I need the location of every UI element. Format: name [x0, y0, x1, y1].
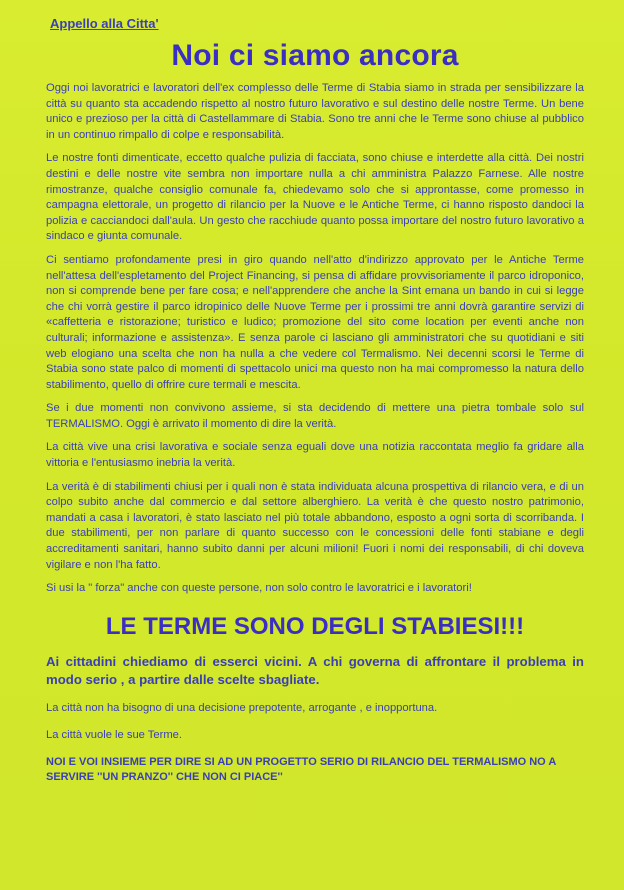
paragraph-intro: Oggi noi lavoratrici e lavoratori dell'ex complesso delle Terme di Stabia siamo in strada per sensibilizzare la città su quanto sta accadendo rispetto al nostro futuro lavorativo e sul destino delle nostre Terme. Un bene unico e prezioso per la città di Castellammare di Stabia. Sono tre anni che le Terme sono chiuse al pubblico in un continuo rimpallo di colpe e responsabilità.	[46, 82, 584, 141]
flyer-title: Noi ci siamo ancora	[171, 39, 459, 72]
statement-line-1: La città non ha bisogno di una decisione prepotente, arrogante , e inopportuna.	[46, 701, 438, 714]
paragraph-crisi: La città vive una crisi lavorativa e sociale senza eguali dove una notizia raccontata meglio fa gridare alla vittoria e l'entusiasmo inebria la verità.	[46, 441, 584, 470]
main-headline: LE TERME SONO DEGLI STABIESI!!!	[105, 612, 525, 640]
closing-statement: NOI E VOI INSIEME PER DIRE SI AD UN PROGETTO SERIO DI RILANCIO DEL TERMALISMO NO A SERVIRE ''UN PRANZO'' CHE NON CI PIACE''	[46, 755, 556, 783]
paragraph-fonti: Le nostre fonti dimenticate, eccetto qualche pulizia di facciata, sono chiuse e interdette alla città. Dei nostri destini e delle nostre vite sembra non importare nulla a chi amministra Palazzo Farnese. Alle nostre rimostranze, qualche consiglio comunale fa, chiedevamo solo che si approntasse, come promesso in campagna elettorale, un progetto di rilancio per la Nuove e le Antiche Terme, ci hanno risposto dandoci la polizia e cacciandoci dall'aula. Un gesto che racchiude quanto possa importare del nostro futuro lavorativo a sindaco e giunta comunale.	[46, 152, 584, 243]
paragraph-termalismo: Se i due momenti non convivono assieme, si sta decidendo di mettere una pietra tombale solo sul TERMALISMO. Oggi è arrivato il momento di dire la verità.	[46, 402, 584, 430]
paragraph-presi-in-giro: Ci sentiamo profondamente presi in giro quando nell'atto d'indirizzo approvato per le Antiche Terme nell'attesa dell'espletamento del Project Financing, si pensa di affidare provvisoriamente il parco idroponico, non si comprende bene per fare cosa; e nell'apprendere che anche la Sint emana un bando in cui si legge che chi vorrà gestire il parco idropinico delle Nuove Terme per i prossimi tre anni dovrà garantire servizi di «caffetteria e ristorazione; turistico e ludico; promozione del sito come location per eventi anche non culturali; informazione e assistenza». E senza parole ci lasciano gli amministratori che su quotidiani e siti web elogiano una scelta che non ha nulla a che vedere col Termalismo. Nei decenni scorsi le Terme di Stabia sono state palco di momenti di spettacolo unici ma questo non ha mai compromesso la natura dello stabilimento, quello di offrire cure termali e mescita.	[46, 253, 584, 391]
paragraph-forza: Si usi la " forza" anche con queste persone, non solo contro le lavoratrici e i lavoratori!	[46, 582, 472, 595]
appeal-kicker: Appello alla Citta'	[50, 16, 159, 31]
statement-line-2: La città vuole le sue Terme.	[46, 728, 182, 741]
paragraph-verita: La verità è di stabilimenti chiusi per i quali non è stata individuata alcuna prospettiva di rilancio vera, e di un colpo subito anche dal commercio e dal settore alberghiero. La verità è che questo nostro patrimonio, mandati a casa i lavoratori, è stato lasciato nel più totale abbandono, esposto a ogni sorta di scorribanda. I due stabilimenti, per non parlare di quanto successo con le concessioni delle fonti stabiane e degli accreditamenti sanitari, hanno subito danni per alcuni milioni! Fuori i nomi dei responsabili, di chi doveva vigilare e non l'ha fatto.	[46, 480, 584, 571]
appeal-paragraph: Ai cittadini chiediamo di esserci vicini. A chi governa di affrontare il problema in modo serio , a partire dalle scelte sbagliate.	[46, 653, 584, 687]
